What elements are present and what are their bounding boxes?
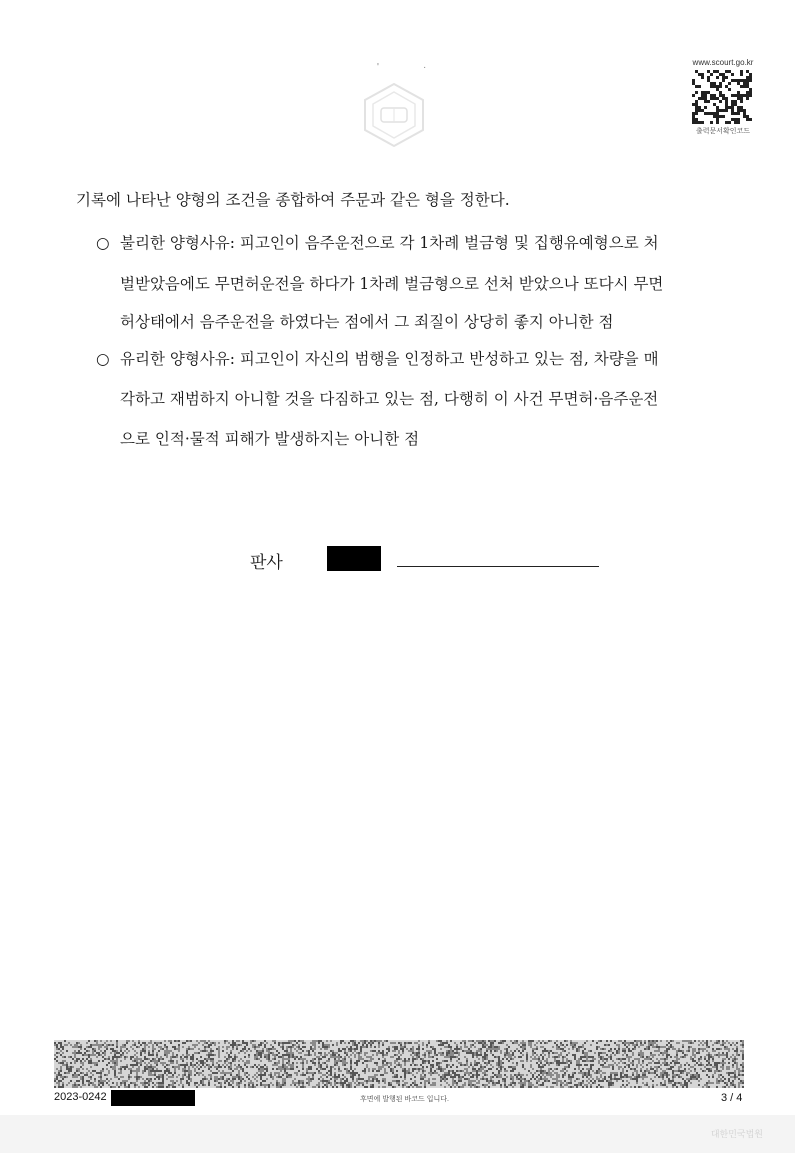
case-number: 2023-0242	[54, 1091, 107, 1103]
redacted-judge-name	[327, 546, 381, 571]
document-barcode	[54, 1040, 744, 1088]
unfavorable-line-1: 불리한 양형사유: 피고인이 음주운전으로 각 1차례 벌금형 및 집행유예형으로 처	[120, 234, 659, 252]
bullet-circle: ○	[96, 234, 110, 252]
redacted-case-number	[111, 1090, 195, 1106]
footer-brand: 대한민국법원	[710, 1129, 763, 1139]
court-seal-watermark	[361, 82, 427, 148]
footer-notice: 후면에 발행된 바코드 입니다.	[360, 1096, 449, 1103]
favorable-line-3: 으로 인적·물적 피해가 발생하지는 아니한 점	[120, 430, 420, 448]
page-number: 3 / 4	[721, 1092, 743, 1104]
favorable-line-2: 각하고 재범하지 아니할 것을 다짐하고 있는 점, 다행히 이 사건 무면허·음주운전	[120, 390, 659, 408]
unfavorable-line-2: 벌받았음에도 무면허운전을 하다가 1차례 벌금형으로 선처 받았으나 또다시 무면	[120, 275, 664, 293]
footer-strip	[0, 1115, 795, 1153]
judge-label: 판사	[250, 553, 283, 573]
signature-line	[397, 566, 599, 567]
qr-label: 출력문서확인코드	[695, 128, 751, 135]
qr-code	[692, 70, 752, 124]
scan-mark: ·	[423, 62, 427, 73]
bullet-circle: ○	[96, 350, 110, 368]
qr-url: www.scourt.go.kr	[692, 58, 754, 67]
favorable-line-1: 유리한 양형사유: 피고인이 자신의 범행을 인정하고 반성하고 있는 점, 차량을 매	[120, 350, 659, 368]
intro-sentence: 기록에 나타난 양형의 조건을 종합하여 주문과 같은 형을 정한다.	[76, 191, 510, 209]
scan-mark: '	[377, 62, 379, 73]
unfavorable-line-3: 허상태에서 음주운전을 하였다는 점에서 그 죄질이 상당히 좋지 아니한 점	[120, 313, 614, 331]
